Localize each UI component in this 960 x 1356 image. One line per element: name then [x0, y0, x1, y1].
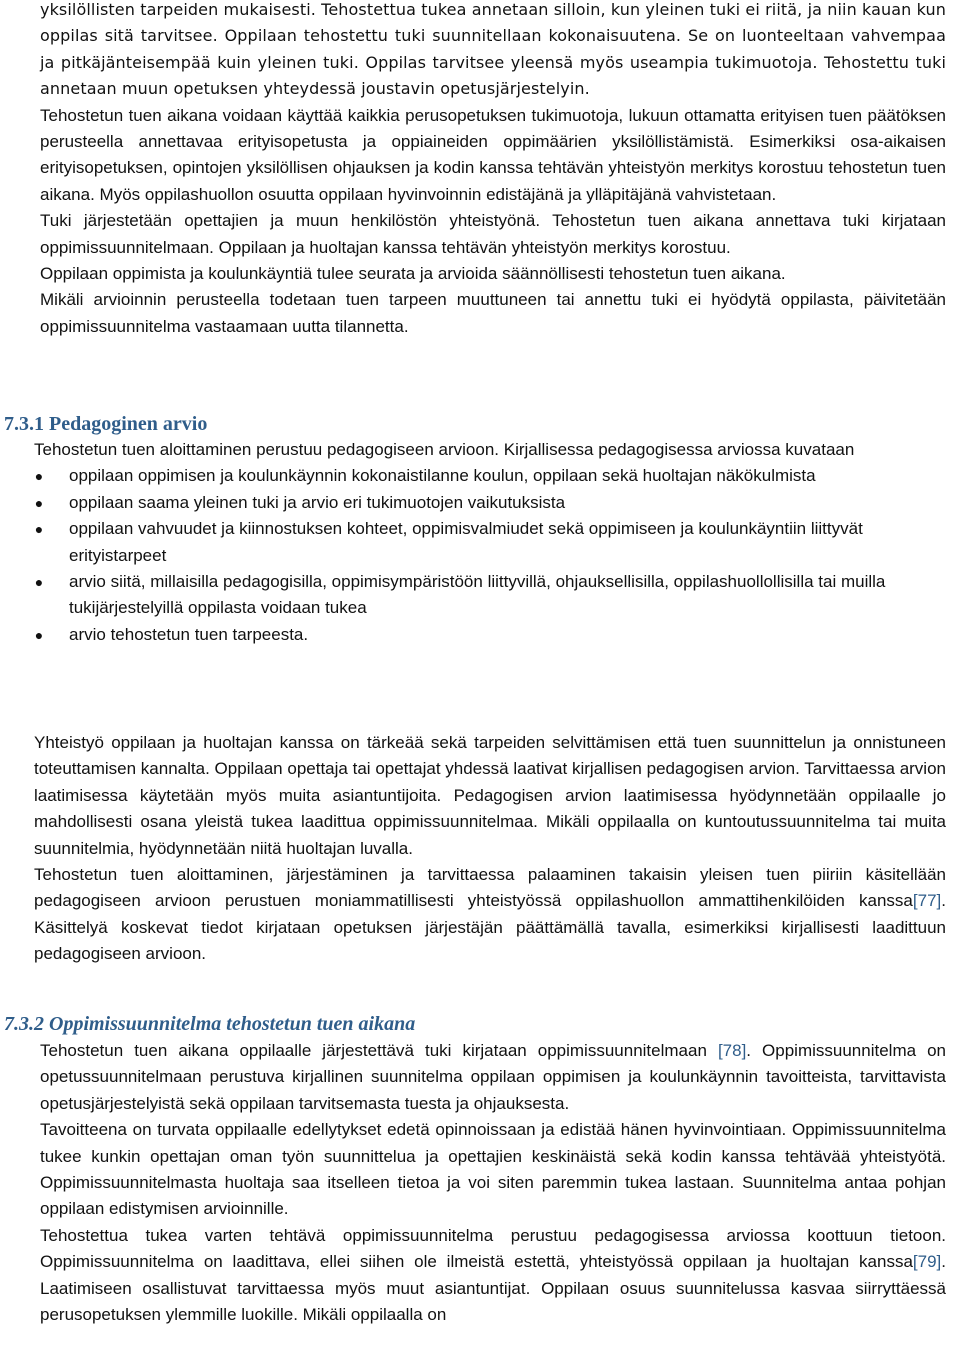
- intro-paragraph-2: Tehostetun tuen aikana voidaan käyttää kaikkia perusopetuksen tukimuotoja, lukuun ottamatta erityisen tuen päätöksen perusteella annettavaa erityisopetusta ja oppiaineiden oppimäärien yksilöllistämistä. Esimerkiksi osa-aikaisen erityisopetuksen, opintojen yksilöllisen ohjauksen ja kodin kanssa tehtävän yhteistyön merkitys korostuu tehostetun tuen aikana. Myös oppilashuollon osuutta oppilaan hyvinvoinnin edistäjänä ja ylläpitäjänä vahvistetaan.: [40, 105, 946, 204]
- bullet-icon: ●: [34, 494, 44, 511]
- section1-paragraph-1: Yhteistyö oppilaan ja huoltajan kanssa on tärkeää sekä tarpeiden selvittämisen että tuen suunnittelun ja onnistuneen toteuttamisen kannalta. Oppilaan opettaja tai opettajat yhdessä laativat kirjallisen pedagogisen arvion. Tarvittaessa arvion laatimisessa käytetään myös muita asiantuntijoita. Pedagogisen arvion laatimisessa hyödynnetään oppilaalle jo mahdollisesti osana yleistä tukea laadittua oppimissuunnitelmaa. Mikäli oppilaalla on kuntoutussuunnitelma tai muita suunnitelmia, hyödynnetään niitä huoltajan luvalla.: [34, 733, 946, 858]
- intro-paragraph-4: Oppilaan oppimista ja koulunkäyntiä tulee seurata ja arvioida säännöllisesti tehostetun tuen aikana.: [40, 264, 786, 284]
- assessment-bullet-list: [34, 463, 946, 648]
- section1-lead: Tehostetun tuen aloittaminen perustuu pedagogiseen arvioon. Kirjallisessa pedagogisessa arviossa kuvataan: [34, 440, 855, 459]
- section2-paragraph-2: Tavoitteena on turvata oppilaalle edellytykset edetä opinnoissaan ja edistää hänen hyvinvointiaan. Oppimissuunnitelma tukee kunkin opettajan oman työn suunnittelua ja opettajien keskinäistä sekä kodin kanssa tehtävää yhteistyötä. Oppimissuunnitelmasta huoltaja saa itselleen tietoa ja voi siten paremmin tukea lastaan. Suunnitelma antaa pohjan oppilaan edistymisen arvioinnille.: [40, 1120, 946, 1219]
- section-heading-oppimissuunnitelma: 7.3.2 Oppimissuunnitelma tehostetun tuen aikana: [4, 1013, 416, 1035]
- section2-paragraph-3: Tehostettua tukea varten tehtävä oppimissuunnitelma perustuu pedagogisessa arviossa koottuun tietoon. Oppimissuunnitelma on laadittava, ellei siihen ole ilmeistä estettä, yhteistyössä oppilaan ja huoltajan kanssa[79]. Laatimiseen osallistuvat tarvittaessa myös muut asiantuntijat. Oppilaan osuus suunnitelussa kasvaa siirryttäessä perusopetuksen ylemmille luokille. Mikäli oppilaalla on: [40, 1225, 946, 1325]
- list-item: ● arvio tehostetun tuen tarpeesta.: [34, 622, 946, 648]
- section-oppimissuunnitelma: [40, 1038, 946, 1328]
- intro-paragraph-1: yksilöllisten tarpeiden mukaisesti. Tehostettua tukea annetaan silloin, kun yleinen tuki ei riitä, ja niin kauan kun oppilas sitä tarvitsee. Oppilaan tehostettu tuki suunnitellaan kokonaisuutena. Se on luonteeltaan vahvempaa ja pitkäjänteisempää kuin yleinen tuki. Oppilas tarvitsee yleensä myös useampia tukimuotoja. Tehostettu tuki annetaan muun opetuksen yhteydessä joustavin opetusjärjestelyin.: [40, 0, 946, 99]
- list-item: ● oppilaan saama yleinen tuki ja arvio eri tukimuotojen vaikutuksista: [34, 490, 946, 516]
- reference-link-78[interactable]: [78]: [717, 1041, 747, 1060]
- intro-paragraph-3: Tuki järjestetään opettajien ja muun henkilöstön yhteistyönä. Tehostetun tuen aikana annettava tuki kirjataan oppimissuunnitelmaan. Oppilaan ja huoltajan kanssa tehtävän yhteistyön merkitys korostuu.: [40, 211, 946, 257]
- bullet-icon: ●: [34, 574, 44, 591]
- list-item: ● oppilaan vahvuudet ja kiinnostuksen kohteet, oppimisvalmiudet sekä oppimiseen ja koulunkäyntiin liittyvät erityistarpeet: [34, 516, 946, 569]
- section-heading-pedagoginen-arvio: 7.3.1 Pedagoginen arvio: [4, 413, 208, 435]
- intro-section: [40, 0, 946, 340]
- bullet-icon: ●: [34, 521, 44, 538]
- section1-paragraph-2: Tehostetun tuen aloittaminen, järjestäminen ja tarvittaessa palaaminen takaisin yleisen tuen piiriin käsitellään pedagogiseen arvioon perustuen moniammatillisesti yhteistyössä oppilashuollon ammattihenkilöiden kanssa[77]. Käsittelyä koskevat tiedot kirjataan opetuksen järjestäjän päättämällä tavalla, esimerkiksi kirjallisesti laadittuun pedagogiseen arvioon.: [34, 865, 946, 964]
- list-item: ● oppilaan oppimisen ja koulunkäynnin kokonaistilanne koulun, oppilaan sekä huoltajan näkökulmista: [34, 463, 946, 489]
- reference-link-79[interactable]: [79]: [912, 1252, 942, 1272]
- section-pedagoginen-arvio: [34, 437, 946, 648]
- intro-paragraph-5: Mikäli arvioinnin perusteella todetaan tuen tarpeen muuttuneen tai annettu tuki ei hyödytä oppilasta, päivitetään oppimissuunnitelma vastaamaan uutta tilannetta.: [40, 290, 946, 336]
- section1-body: [34, 730, 946, 968]
- bullet-icon: ●: [34, 468, 44, 485]
- reference-link-77[interactable]: [77]: [912, 891, 942, 911]
- list-item: ● arvio siitä, millaisilla pedagogisilla, oppimisympäristöön liittyvillä, ohjauksellisilla, oppilashuollollisilla tai muilla tukijärjestelyillä oppilasta voidaan tukea: [34, 569, 946, 622]
- section2-paragraph-1: Tehostetun tuen aikana oppilaalle järjestettävä tuki kirjataan oppimissuunnitelmaan [78]. Oppimissuunnitelma on opetussuunnitelmaan perustuva kirjallinen suunnitelma oppilaan oppimisen ja koulunkäynnin tavoitteista, tarvittavista opetusjärjestelyistä sekä oppilaan tarvitsemasta tuesta ja ohjauksesta.: [40, 1041, 946, 1113]
- bullet-icon: ●: [34, 626, 44, 643]
